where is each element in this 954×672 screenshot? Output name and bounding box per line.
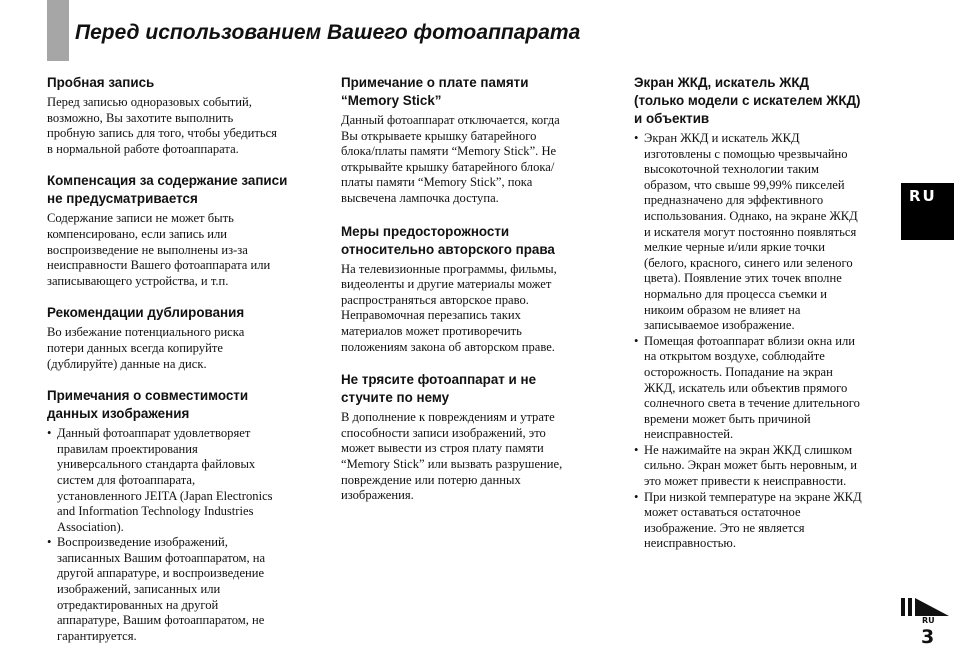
language-tab (901, 183, 954, 240)
section-text: На телевизионные программы, фильмы, видеоленты и другие материалы может распространяться авторское право. Неправомочная перезапись таких материалов может противоречить положениям закона об авторском праве. (341, 261, 557, 354)
section-text: Данный фотоаппарат отключается, когда Вы открываете крышку батарейного блока/платы памяти “Memory Stick”. Не открывайте крышку батарейного блока/ платы памяти “Memory Stick”, пока высвечена лампочка доступа. (341, 113, 560, 205)
section-heading: Компенсация за содержание записи не предусматривается (47, 173, 288, 207)
section-lcd-screen (634, 74, 896, 552)
page-number: 3 (921, 626, 935, 648)
column-3 (634, 74, 896, 552)
language-tab-label: RU (909, 187, 937, 205)
section-heading: Примечание о плате памяти “Memory Stick” (341, 75, 529, 108)
section-image-compatibility (47, 387, 305, 644)
bullet-list (47, 426, 305, 644)
section-heading: Не трясите фотоаппарат и не стучите по нему (341, 372, 537, 406)
section-text: Перед записью одноразовых событий, возможно, Вы захотите выполнить пробную запись для того, чтобы убедиться в нормальной работе фотоаппарата. (47, 95, 277, 156)
bullet-item: • Данный фотоаппарат удовлетворяет правилам проектирования универсального стандарта файловых систем для фотоаппарата, установленного JEITA (Japan Electronics and Information Technology Industries Association). (47, 426, 305, 535)
page-mark-lang: RU (922, 616, 935, 625)
section-test-recording (47, 74, 305, 157)
title-accent-bar (47, 0, 69, 61)
page-number-mark (899, 596, 951, 656)
section-backup-recommendations (47, 304, 305, 372)
section-memory-stick-note (341, 74, 603, 207)
bullet-item: • Не нажимайте на экран ЖКД слишком сильно. Экран может быть неровным, и это может привести к неисправности. (634, 443, 896, 490)
section-heading: Примечания о совместимости данных изображения (47, 388, 249, 422)
section-text: В дополнение к повреждениям и утрате способности записи изображений, это может вывести из строя плату памяти “Memory Stick” или вызвать разрушение, повреждение или потерю данных изображения. (341, 410, 563, 503)
section-heading: Пробная запись (47, 75, 155, 90)
page-mark-triangle-icon (899, 596, 951, 618)
section-heading: Рекомендации дублирования (47, 305, 245, 321)
column-1 (47, 74, 305, 659)
bullet-list (634, 131, 896, 552)
section-text: Содержание записи не может быть компенсировано, если запись или воспроизведение не выполнены из-за неисправности Вашего фотоаппарата или записывающего устройства, и т.п. (47, 211, 271, 288)
bullet-item: • Воспроизведение изображений, записанных Вашим фотоаппаратом, на другой аппаратуре, и воспроизведение изображений, записанных или отредактированных на другой аппаратуре, Вашим фотоаппаратом, не гарантируется. (47, 535, 305, 644)
section-text: Во избежание потенциального риска потери данных всегда копируйте (дублируйте) данные на диск. (47, 325, 245, 371)
section-heading: Экран ЖКД, искатель ЖКД (только модели с искателем ЖКД) и объектив (634, 75, 861, 126)
section-no-compensation (47, 172, 305, 289)
bullet-item: • Помещая фотоаппарат вблизи окна или на открытом воздухе, соблюдайте осторожность. Попадание на экран ЖКД, искатель или объектив прямого солнечного света в течение длительного времени может быть причиной неисправностей. (634, 334, 896, 443)
section-copyright-precautions (341, 223, 603, 356)
column-2 (341, 74, 603, 520)
page-title: Перед использованием Вашего фотоаппарата (75, 21, 581, 44)
bullet-item: • Экран ЖКД и искатель ЖКД изготовлены с помощью чрезвычайно высокоточной технологии таким образом, что свыше 99,99% пикселей предназначено для эффективного использования. Однако, на экране ЖКД и искателя могут постоянно появляться мелкие черные и/или яркие точки (белого, красного, синего или зеленого цвета). Появление этих точек вполне нормально для процесса съемки и никоим образом не влияет на записываемое изображение. (634, 131, 896, 334)
section-do-not-shake (341, 371, 603, 504)
section-heading: Меры предосторожности относительно авторского права (341, 223, 555, 257)
bullet-item: • При низкой температуре на экране ЖКД может оставаться остаточное изображение. Это не является неисправностью. (634, 490, 896, 552)
